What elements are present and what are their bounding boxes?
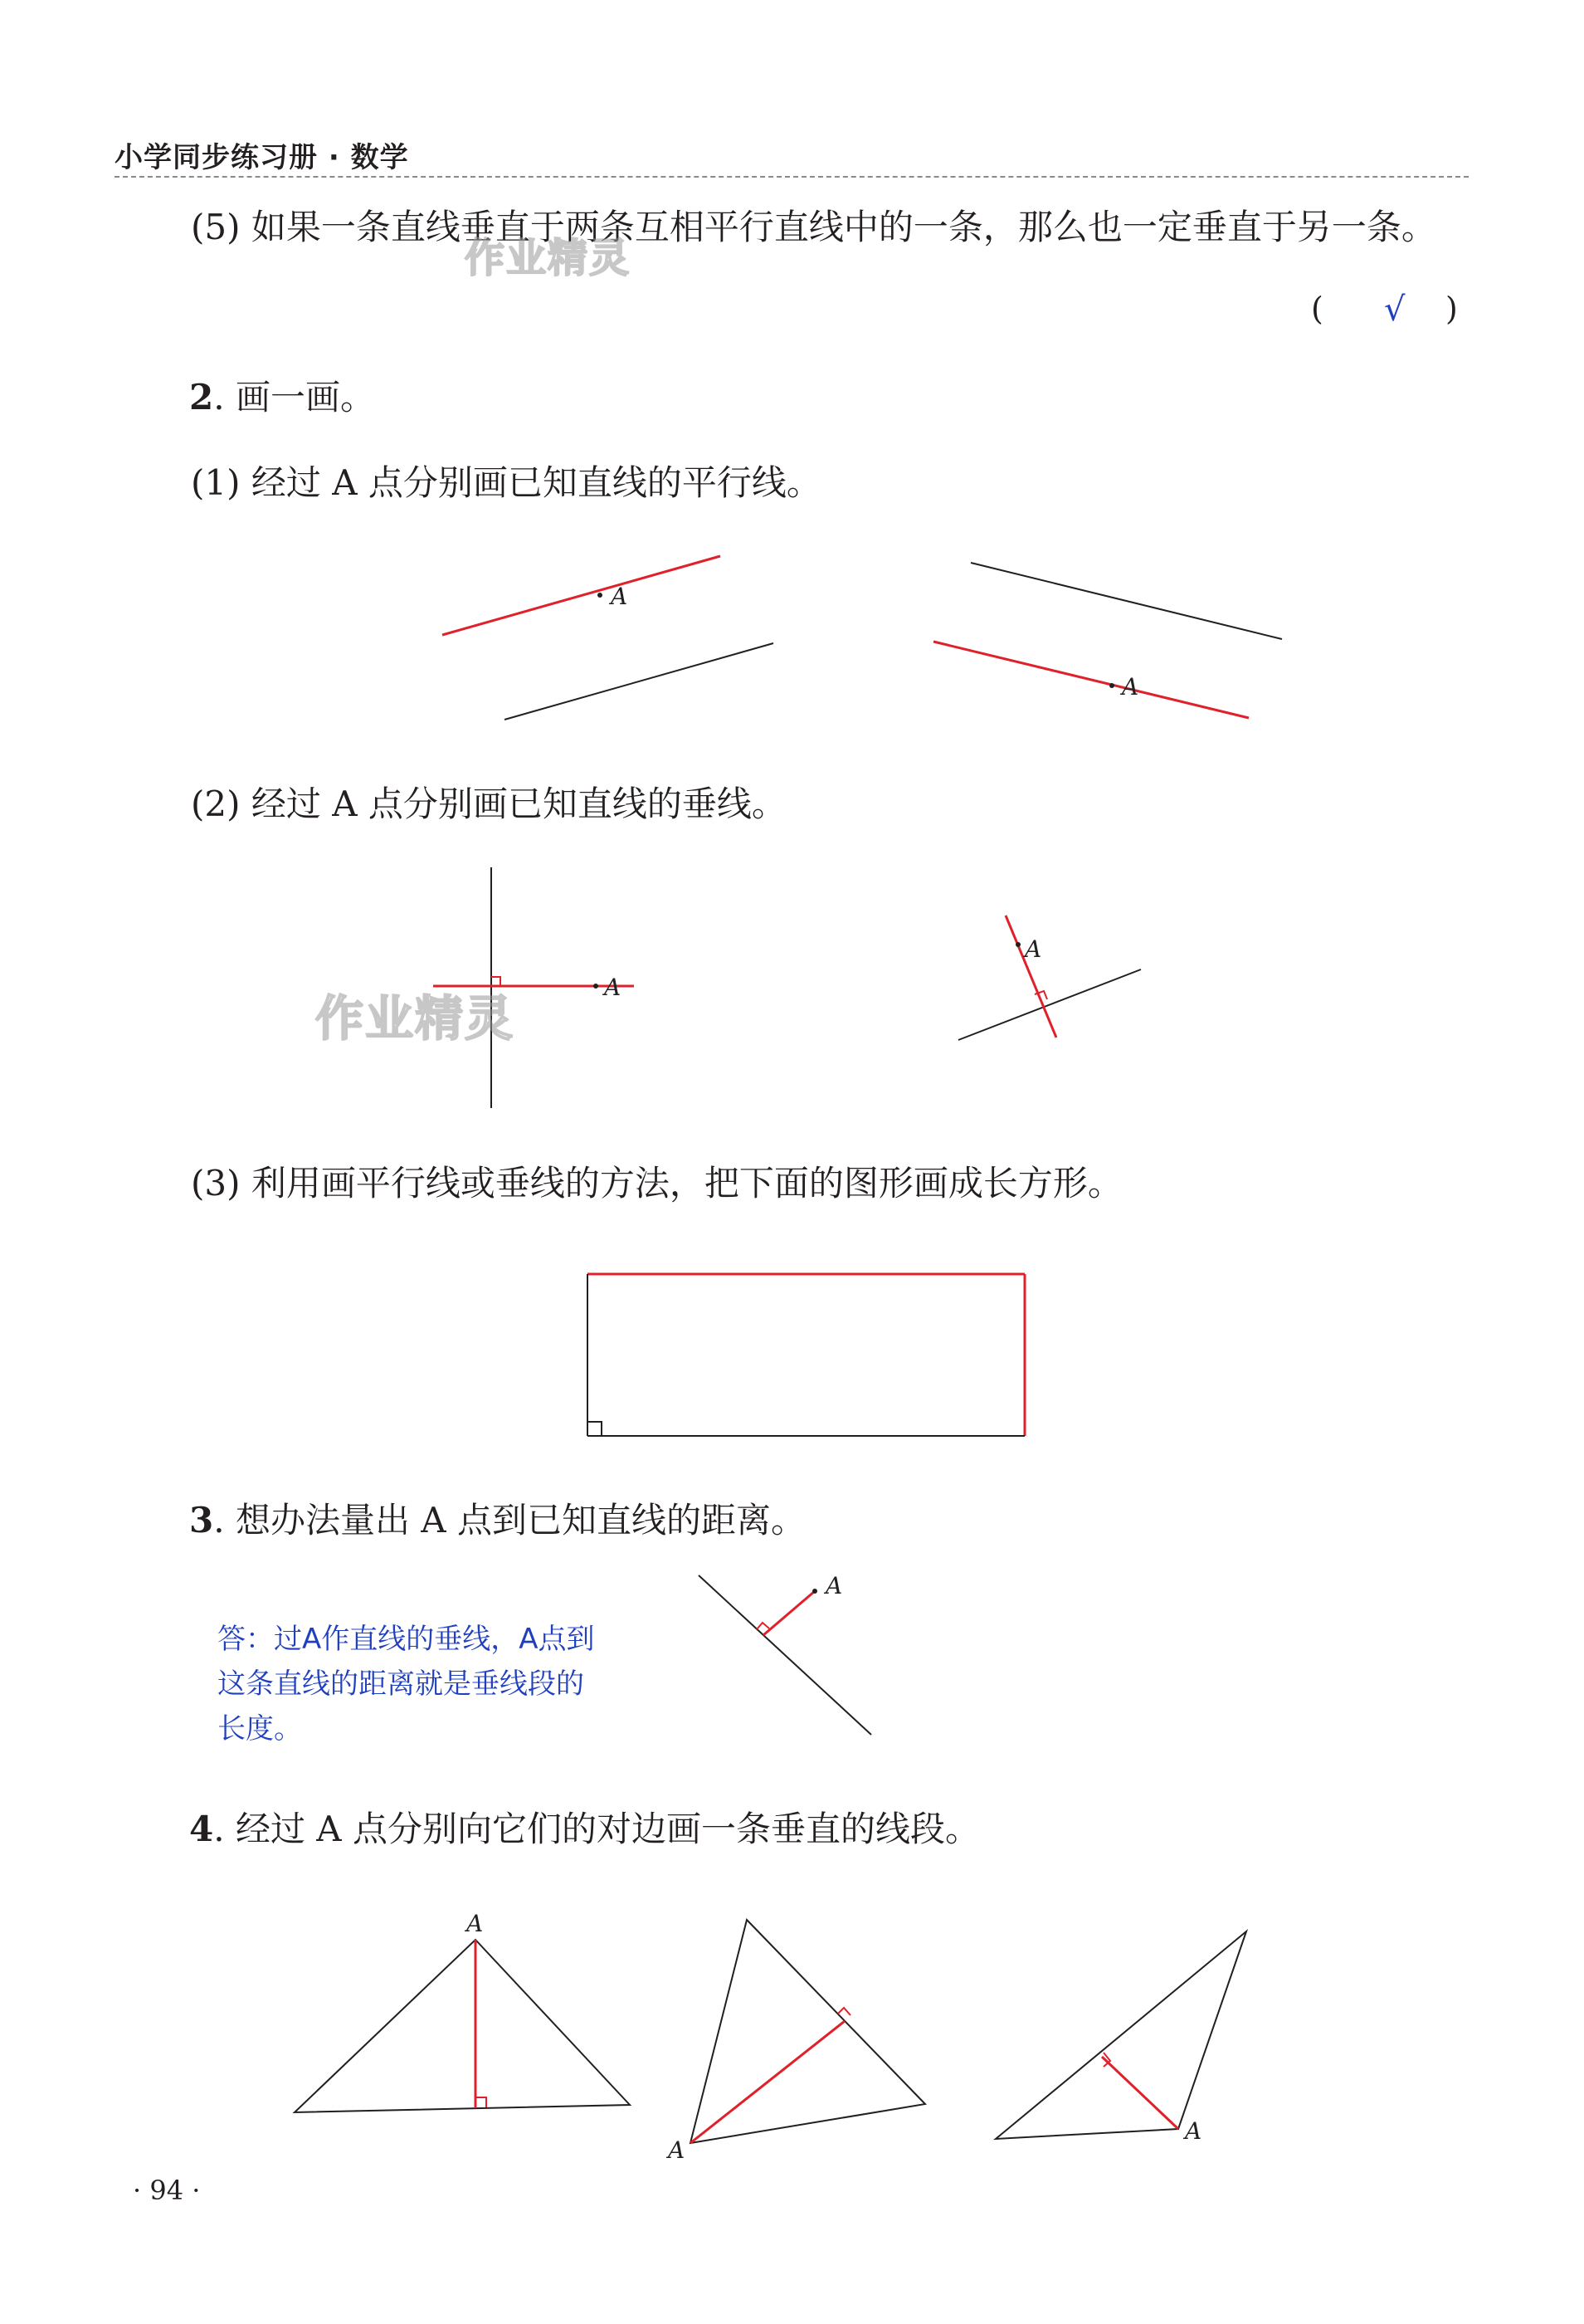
point-a-label: A [668, 2136, 685, 2164]
right-angle-mark [475, 2097, 486, 2107]
point-a-label: A [611, 583, 628, 610]
drawn-parallel-line-left [442, 556, 720, 635]
point-a-label: A [604, 974, 621, 1001]
q4-title: 经过 A 点分别向它们的对边画一条垂直的线段。 [235, 1809, 980, 1849]
point-a-label: A [826, 1572, 843, 1599]
triangle-2 [690, 1920, 925, 2143]
q4-number: 4 [189, 1809, 214, 1849]
given-line-right [971, 563, 1282, 639]
q3-answer [217, 1617, 665, 1751]
point-a-left [593, 984, 598, 989]
given-slanted-line [958, 969, 1141, 1040]
answer-line: 答：过A作直线的垂线，A点到 [217, 1623, 595, 1656]
answer-paren-open: ( [1311, 290, 1323, 327]
right-angle-mark [587, 1422, 602, 1436]
q3-number: 3 [189, 1500, 214, 1540]
triangle-3 [996, 1931, 1246, 2139]
right-angle-mark [757, 1623, 769, 1629]
triangles-figure [282, 1901, 1278, 2175]
right-angle-mark [838, 2008, 850, 2015]
answer-line: 长度。 [217, 1712, 302, 1745]
q2-sub3: (3) 利用画平行线或垂线的方法，把下面的图形画成长方形。 [191, 1163, 1123, 1204]
answer-check-mark: √ [1384, 290, 1406, 329]
drawn-parallel-line-right [933, 642, 1249, 718]
q2-heading: 2. 画一画。 [189, 377, 375, 417]
q4-heading: 4. 经过 A 点分别向它们的对边画一条垂直的线段。 [189, 1809, 980, 1849]
point-a-label: A [1185, 2117, 1202, 2145]
distance-figure [680, 1560, 929, 1760]
point-a-left [597, 593, 602, 598]
q2-title: 画一画。 [235, 377, 375, 417]
header-title: 小学同步练习册 · 数学 [115, 141, 409, 174]
point-a-label: A [466, 1910, 484, 1937]
q2-sub1: (1) 经过 A 点分别画已知直线的平行线。 [191, 462, 821, 503]
perpendicular-segment [763, 1591, 815, 1635]
point-a-label: A [1122, 673, 1139, 701]
q3-title: 想办法量出 A 点到已知直线的距离。 [235, 1500, 806, 1540]
watermark: 作业精灵 [465, 235, 631, 281]
q1-5-statement: (5) 如果一条直线垂直于两条互相平行直线中的一条，那么也一定垂直于另一条。 [191, 207, 1436, 247]
q2-number: 2 [189, 377, 214, 417]
point-a-right [1109, 683, 1114, 688]
answer-paren-close: ) [1445, 290, 1458, 327]
page-number: · 94 · [133, 2175, 201, 2206]
point-a [812, 1589, 817, 1594]
header-divider [115, 176, 1469, 178]
altitude-2 [690, 2021, 845, 2143]
point-a-right [1016, 942, 1021, 947]
given-line [699, 1575, 871, 1735]
q3-heading: 3. 想办法量出 A 点到已知直线的距离。 [189, 1500, 806, 1540]
perpendicular-lines-figure [415, 851, 1203, 1116]
q2-sub2: (2) 经过 A 点分别画已知直线的垂线。 [191, 784, 787, 824]
answer-line: 这条直线的距离就是垂线段的 [217, 1667, 584, 1701]
watermark: 作业精灵 [315, 990, 515, 1047]
altitude-3 [1102, 2057, 1178, 2129]
triangle-1 [295, 1940, 630, 2112]
rectangle-figure [564, 1253, 1045, 1461]
given-line-left [504, 643, 773, 720]
parallel-lines-figure [398, 527, 1311, 751]
point-a-label: A [1025, 935, 1042, 963]
